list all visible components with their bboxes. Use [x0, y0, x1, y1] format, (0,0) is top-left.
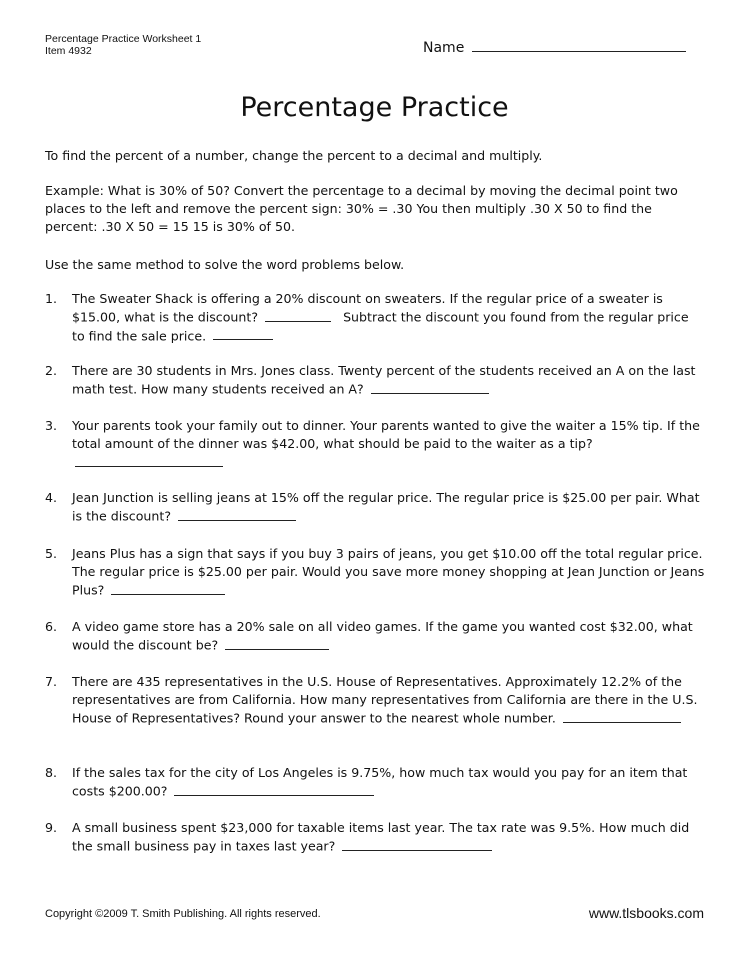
problem-text: The Sweater Shack is offering a 20% discount on sweaters. If the regular price of a sweater is $15.00, what is the discount?: [72, 291, 663, 325]
problem-number: 6.: [45, 619, 58, 634]
answer-line[interactable]: [342, 837, 492, 851]
answer-line[interactable]: [225, 636, 329, 650]
problem-number: 4.: [45, 490, 58, 505]
problem-text-2: Subtract the discount you found from the regular price to find the sale price.: [72, 309, 689, 344]
problem-4: [45, 489, 705, 526]
problem-number: 3.: [45, 418, 58, 433]
worksheet-header: [45, 33, 201, 57]
problem-7: [45, 673, 705, 728]
problem-text: A small business spent $23,000 for taxable items last year. The tax rate was 9.5%. How much did the small business pay in taxes last year?: [72, 820, 690, 854]
problem-number: 9.: [45, 820, 58, 835]
problem-number: 2.: [45, 363, 58, 378]
problem-8: [45, 764, 705, 801]
worksheet-title-small: Percentage Practice Worksheet 1: [45, 33, 202, 45]
page-title: Percentage Practice: [240, 92, 509, 123]
problem-text: If the sales tax for the city of Los Angeles is 9.75%, how much tax would you pay for an item that costs $200.00?: [72, 765, 688, 799]
instruction-text: To find the percent of a number, change the percent to a decimal and multiply.: [45, 148, 543, 163]
problem-9: [45, 819, 705, 856]
answer-line[interactable]: [174, 782, 374, 796]
item-number: Item 4932: [45, 45, 92, 57]
problem-number: 8.: [45, 765, 58, 780]
answer-line[interactable]: [178, 507, 296, 521]
example-text: Example: What is 30% of 50? Convert the percentage to a decimal by moving the decimal point two places to the left and remove the percent sign: 30% = .30 You then multiply .30 X 50 to find the percent: .30 X 50 = 15 15 is 30% of 50.: [45, 183, 678, 234]
problem-number: 7.: [45, 674, 58, 689]
problem-number: 5.: [45, 546, 58, 561]
problem-text: Jeans Plus has a sign that says if you buy 3 pairs of jeans, you get $10.00 off the total regular price. The regular price is $25.00 per pair. Would you save more money shopping at Jean Junction or Jeans Plus?: [72, 546, 705, 598]
problem-text: Your parents took your family out to dinner. Your parents wanted to give the waiter a 15% tip. If the total amount of the dinner was $42.00, what should be paid to the waiter as a tip?: [72, 418, 700, 451]
answer-line[interactable]: [111, 581, 225, 595]
answer-line[interactable]: [371, 380, 489, 394]
problem-text: Jean Junction is selling jeans at 15% off the regular price. The regular price is $25.00 per pair. What is the discount?: [72, 490, 700, 524]
problem-text: There are 30 students in Mrs. Jones class. Twenty percent of the students received an A on the last math test. How many students received an A?: [72, 363, 696, 397]
problem-6: [45, 618, 705, 655]
name-line[interactable]: [472, 37, 686, 52]
problem-1: [45, 290, 705, 345]
problem-3: [45, 417, 705, 472]
answer-line[interactable]: [75, 453, 223, 467]
copyright: Copyright ©2009 T. Smith Publishing. All rights reserved.: [45, 908, 321, 920]
problem-text: There are 435 representatives in the U.S. House of Representatives. Approximately 12.2% of the representatives are from California. How many representatives from California are there in the U.S. House of Representatives? Round your answer to the nearest whole number.: [72, 674, 698, 726]
answer-line[interactable]: [265, 308, 331, 322]
problem-text: A video game store has a 20% sale on all video games. If the game you wanted cost $32.00, what would the discount be?: [72, 619, 693, 653]
problem-5: [45, 545, 705, 600]
problem-2: [45, 362, 705, 399]
name-label: Name: [423, 40, 465, 56]
problem-number: 1.: [45, 291, 58, 306]
name-field[interactable]: [423, 37, 686, 56]
answer-line[interactable]: [213, 327, 273, 341]
answer-line[interactable]: [563, 709, 681, 723]
method-text: Use the same method to solve the word problems below.: [45, 257, 405, 272]
website-link[interactable]: www.tlsbooks.com: [588, 905, 704, 921]
